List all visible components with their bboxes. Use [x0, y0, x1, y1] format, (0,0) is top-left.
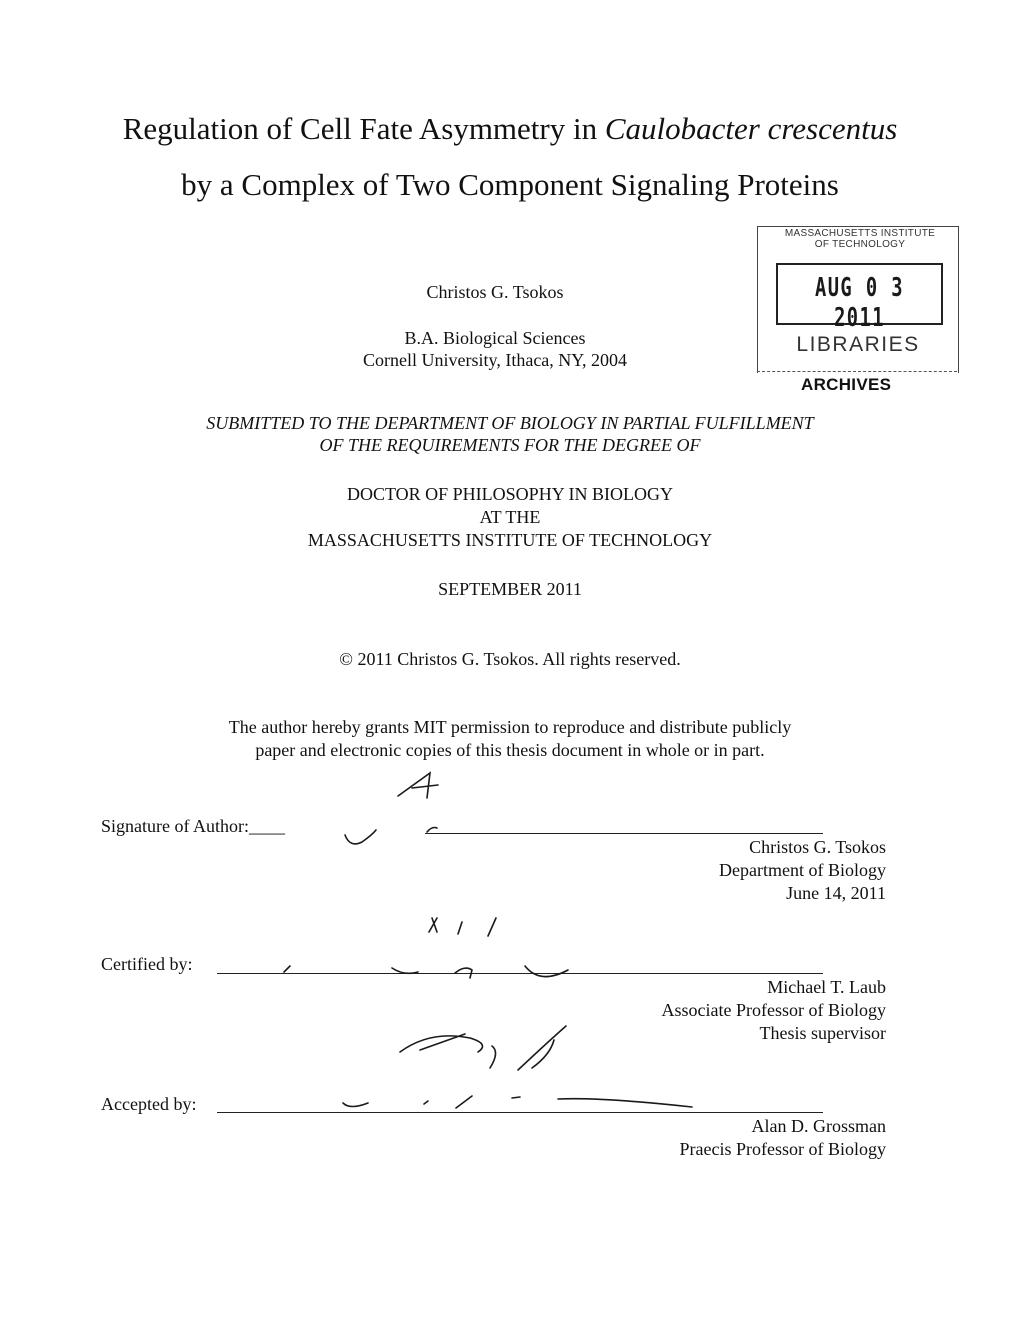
permission-line-1: The author hereby grants MIT permission to reproduce and distribute publicly — [228, 717, 792, 737]
author-signature-stroke — [398, 773, 438, 798]
prior-degree: B.A. Biological Sciences — [404, 328, 586, 348]
acceptor-signature-stroke — [343, 1103, 368, 1107]
author-name: Christos G. Tsokos — [426, 282, 564, 302]
degree-line-1: DOCTOR OF PHILOSOPHY IN BIOLOGY — [346, 484, 674, 504]
supervisor-role: Thesis supervisor — [759, 1023, 886, 1043]
supervisor-title: Associate Professor of Biology — [661, 1000, 886, 1020]
archives-label: ARCHIVES — [801, 375, 892, 394]
title-italic-organism: Caulobacter crescentus — [604, 111, 898, 146]
degree-line-3: MASSACHUSETTS INSTITUTE OF TECHNOLOGY — [307, 530, 713, 550]
prior-institution: Cornell University, Ithaca, NY, 2004 — [363, 350, 627, 370]
supervisor-signature-stroke — [455, 968, 472, 978]
submission-line-2: OF THE REQUIREMENTS FOR THE DEGREE OF — [319, 435, 701, 455]
stamp-line-2: OF TECHNOLOGY — [814, 239, 906, 250]
stamp-libraries: LIBRARIES — [796, 333, 920, 356]
submission-date: SEPTEMBER 2011 — [438, 579, 582, 599]
title-plain-text: Regulation of Cell Fate Asymmetry in — [122, 111, 605, 146]
supervisor-signature-stroke — [284, 966, 290, 972]
acceptor-signature-stroke — [456, 1096, 472, 1108]
supervisor-signature-stroke — [458, 922, 462, 934]
acceptor-title: Praecis Professor of Biology — [679, 1139, 886, 1159]
stamp-date: AUG 0 3 2011 — [815, 273, 904, 333]
supervisor-signature-stroke — [429, 918, 437, 932]
author-signature-stroke — [345, 830, 376, 844]
degree-line-2: AT THE — [479, 507, 541, 527]
acceptor-signature-stroke — [558, 1099, 692, 1107]
author-signature-name: Christos G. Tsokos — [749, 837, 886, 857]
submission-line-1: SUBMITTED TO THE DEPARTMENT OF BIOLOGY IN PARTIAL FULFILLMENT — [206, 413, 814, 433]
acceptor-signature-stroke — [424, 1101, 428, 1104]
acceptor-signature-stroke — [490, 1046, 496, 1068]
author-signature-label: Signature of Author:____ — [101, 816, 285, 836]
thesis-title-line-2: by a Complex of Two Component Signaling Proteins — [181, 167, 839, 202]
acceptor-name: Alan D. Grossman — [751, 1116, 886, 1136]
accepted-by-label: Accepted by: — [101, 1094, 197, 1114]
author-signature-stroke — [427, 828, 437, 833]
supervisor-signature-stroke — [392, 968, 418, 973]
supervisor-name: Michael T. Laub — [767, 977, 886, 997]
supervisor-signature-stroke — [525, 966, 568, 977]
supervisor-signature-stroke — [488, 918, 496, 936]
permission-line-2: paper and electronic copies of this thesis document in whole or in part. — [255, 740, 765, 760]
acceptor-signature-stroke — [518, 1026, 566, 1070]
copyright-notice: © 2011 Christos G. Tsokos. All rights reserved. — [339, 649, 681, 669]
acceptor-signature-stroke — [400, 1034, 483, 1052]
author-signature-date: June 14, 2011 — [786, 883, 886, 903]
stamp-line-1: MASSACHUSETTS INSTITUTE — [784, 228, 936, 239]
certified-by-label: Certified by: — [101, 954, 193, 974]
acceptor-signature-stroke — [512, 1097, 520, 1098]
author-department: Department of Biology — [719, 860, 886, 880]
